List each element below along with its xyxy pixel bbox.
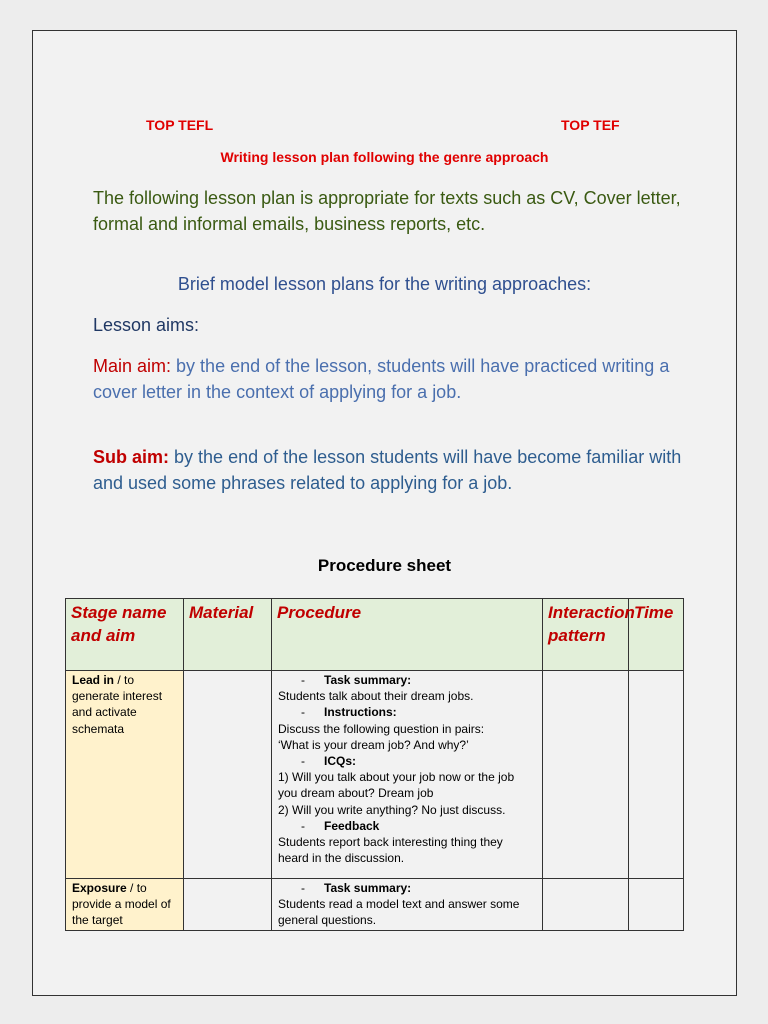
table-header-row — [66, 599, 684, 671]
interaction-cell — [543, 671, 629, 879]
intro-paragraph: The following lesson plan is appropriate for texts such as CV, Cover letter, formal and informal emails, business reports, etc. — [93, 188, 681, 234]
document-title: Writing lesson plan following the genre approach — [220, 149, 549, 165]
time-cell — [629, 879, 684, 931]
stage-aim: / to provide a model of the target — [72, 881, 171, 928]
material-cell — [184, 879, 272, 931]
procedure-text: Students talk about their dream jobs. — [278, 689, 474, 704]
procedure-cell — [272, 671, 543, 879]
bullet-heading: - Task summary: — [301, 673, 412, 687]
sub-aim-label: Sub aim: — [93, 447, 170, 467]
material-cell — [184, 671, 272, 879]
stage-cell — [66, 879, 184, 931]
interaction-cell — [543, 879, 629, 931]
header-right: TOP TEF — [561, 117, 620, 133]
main-aim — [93, 353, 693, 405]
table-row — [66, 671, 684, 879]
column-header: Material — [184, 599, 272, 671]
procedure-text: 1) Will you talk about your job now or the job you dream about? Dream job — [278, 770, 515, 801]
bullet-heading: - Feedback — [301, 818, 380, 833]
column-header: Time — [629, 599, 684, 671]
main-aim-label: Main aim: — [93, 356, 172, 376]
stage-name: Lead in — [72, 673, 115, 687]
main-aim-text: by the end of the lesson, students will have practiced writing a cover letter in the context of applying for a job. — [93, 356, 670, 402]
procedure-cell — [272, 879, 543, 931]
procedure-text: 2) Will you write anything? No just discuss. — [278, 802, 506, 817]
stage-cell — [66, 671, 184, 879]
procedure-text: Students report back interesting thing they heard in the discussion. — [278, 835, 503, 866]
header-left: TOP TEFL — [146, 117, 214, 133]
procedure-text: Students read a model text and answer some general questions. — [278, 897, 520, 928]
document-page — [32, 30, 737, 996]
time-cell — [629, 671, 684, 879]
procedure-text: ‘What is your dream job? And why?’ — [278, 737, 469, 752]
bullet-heading: - Instructions: — [301, 705, 397, 720]
stage-name: Exposure — [72, 881, 127, 895]
procedure-title: Procedure sheet — [317, 556, 452, 575]
table-row — [66, 879, 684, 931]
bullet-heading: - Task summary: — [301, 881, 412, 895]
brief-heading: Brief model lesson plans for the writing approaches: — [177, 274, 592, 294]
stage-aim: / to generate interest and activate schemata — [72, 673, 163, 736]
procedure-table — [65, 598, 684, 931]
lesson-aims-heading: Lesson aims: — [93, 315, 200, 335]
procedure-text: Discuss the following question in pairs: — [278, 721, 485, 736]
sub-aim-text: by the end of the lesson students will have become familiar with and used some phrases related to applying for a job. — [93, 447, 682, 493]
sub-aim — [93, 444, 693, 496]
bullet-heading: - ICQs: — [301, 754, 357, 769]
column-header: Interaction pattern — [543, 599, 629, 671]
column-header: Stage name and aim — [66, 599, 184, 671]
column-header: Procedure — [272, 599, 543, 671]
